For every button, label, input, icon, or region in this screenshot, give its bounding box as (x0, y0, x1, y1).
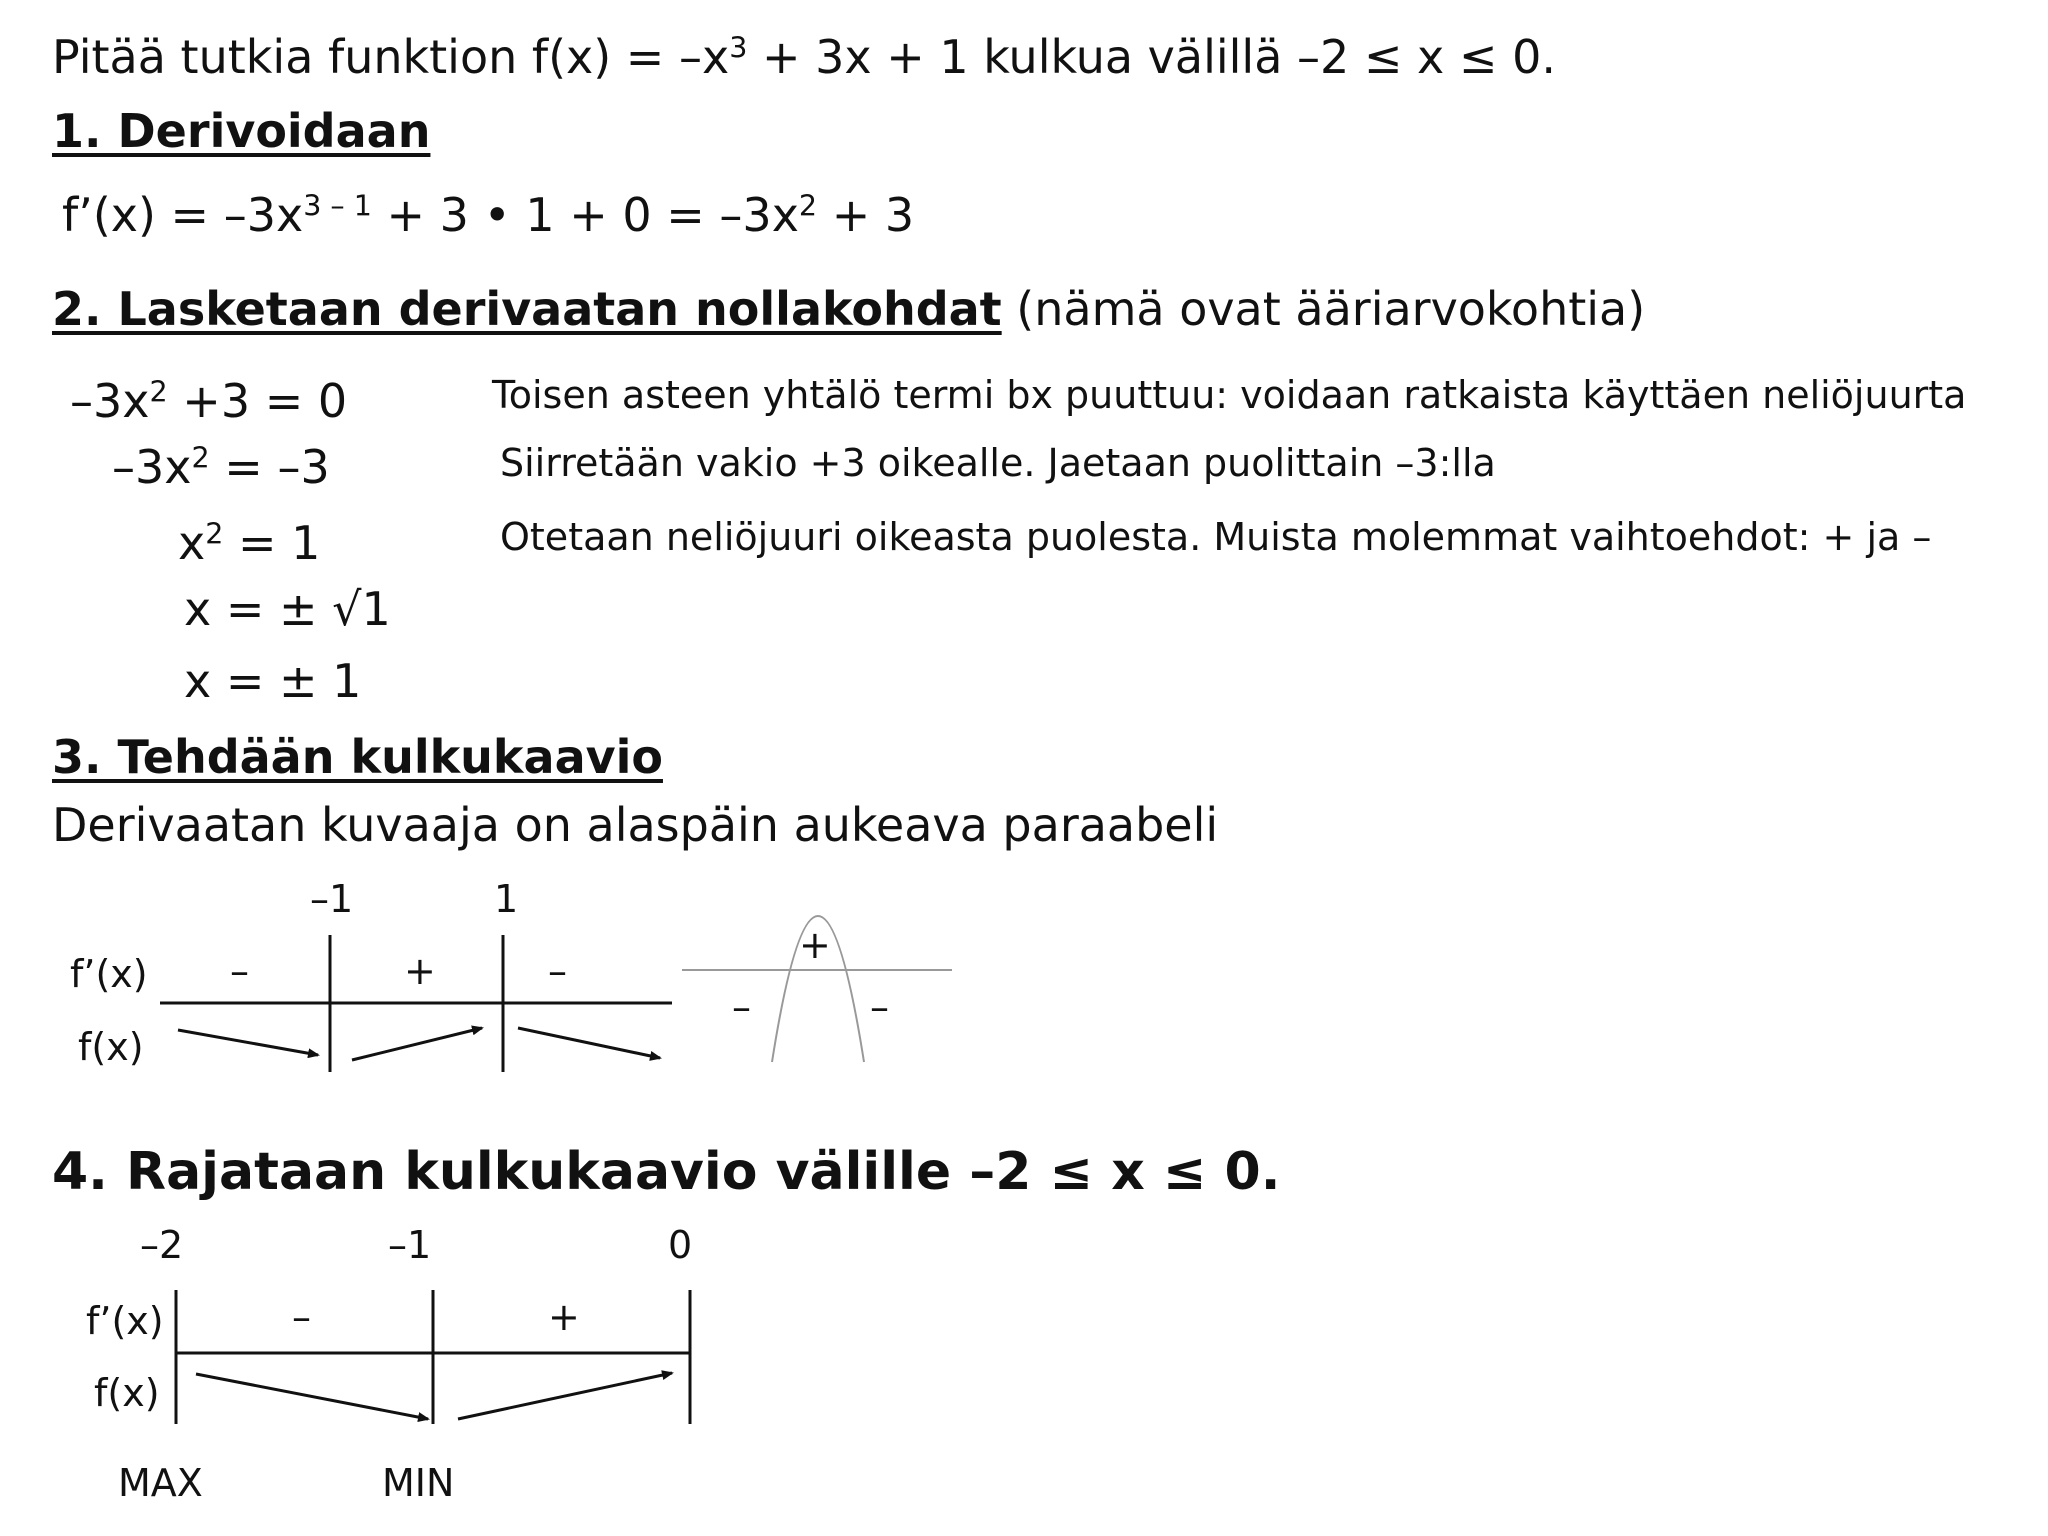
chart1-sign: – (548, 949, 567, 993)
parabola-sign-top: + (799, 923, 831, 967)
chart1-row-label-function: f(x) (78, 1025, 144, 1069)
intro-prefix: Pitää tutkia funktion f(x) = –x (52, 30, 730, 84)
step-text: –3x (112, 440, 192, 494)
chart1 (160, 935, 672, 1072)
chart2-sign: – (292, 1295, 311, 1339)
step-text: x (178, 516, 206, 570)
explanation-text: Otetaan neliöjuuri oikeasta puolesta. Muista molemmat vaihtoehdot: + ja – (500, 515, 1932, 559)
step-text: = 1 (223, 516, 321, 570)
parabola-curve (772, 916, 864, 1062)
chart1-arrow-decreasing (518, 1028, 660, 1058)
chart1-arrow-decreasing (178, 1030, 318, 1055)
chart2-extremum-label: MAX (118, 1461, 203, 1505)
derivative-part-a: f’(x) = –3x (62, 188, 304, 242)
chart1-point-label: 1 (494, 877, 519, 921)
section3-subtext: Derivaatan kuvaaja on alaspäin aukeava paraabeli (52, 798, 1219, 852)
chart1-arrow-increasing (352, 1028, 482, 1060)
section2-note: (nämä ovat ääriarvokohtia) (1001, 282, 1646, 336)
chart1-sign: – (230, 949, 249, 993)
chart2-point-label: –1 (388, 1223, 432, 1267)
chart2-arrow-increasing (458, 1373, 672, 1419)
chart2-point-label: –2 (140, 1223, 184, 1267)
chart2-extremum-label: MIN (382, 1461, 455, 1505)
derivative-exp-a: 3 – 1 (303, 189, 372, 223)
parabola-sign-left: – (732, 985, 751, 1029)
chart2 (176, 1290, 690, 1424)
chart2-row-label-derivative: f’(x) (86, 1299, 164, 1343)
step-exp: 2 (205, 517, 224, 551)
derivative-exp-b: 2 (798, 189, 818, 223)
step-text: x = ± 1 (184, 654, 362, 708)
section3-heading: 3. Tehdään kulkukaavio (52, 730, 663, 784)
section4-heading: 4. Rajataan kulkukaavio välille –2 ≤ x ≤ 0. (52, 1142, 1281, 1202)
parabola-sketch (682, 916, 952, 1062)
explanation-text: Siirretään vakio +3 oikealle. Jaetaan puolittain –3:lla (500, 441, 1496, 485)
chart1-point-label: –1 (310, 877, 354, 921)
chart2-sign: + (548, 1295, 580, 1339)
parabola-sign-right: – (870, 985, 889, 1029)
explanation-text: Toisen asteen yhtälö termi bx puuttuu: voidaan ratkaista käyttäen neliöjuurta (492, 373, 1967, 417)
chart2-arrow-decreasing (196, 1374, 428, 1419)
chart1-sign: + (404, 949, 436, 993)
step-text: –3x (70, 374, 150, 428)
section2-heading: 2. Lasketaan derivaatan nollakohdat (52, 282, 1002, 336)
intro-suffix: + 3x + 1 kulkua välillä –2 ≤ x ≤ 0. (747, 30, 1556, 84)
intro-exponent: 3 (729, 31, 748, 65)
step-text: +3 = 0 (167, 374, 348, 428)
chart1-row-label-derivative: f’(x) (70, 952, 148, 996)
step-exp: 2 (191, 441, 210, 475)
derivative-part-b: + 3 • 1 + 0 = –3x (371, 188, 799, 242)
step-text: = –3 (209, 440, 330, 494)
derivative-part-c: + 3 (817, 188, 915, 242)
section1-heading: 1. Derivoidaan (52, 104, 431, 158)
chart2-row-label-function: f(x) (94, 1371, 160, 1415)
chart2-point-label: 0 (668, 1223, 693, 1267)
step-exp: 2 (149, 375, 168, 409)
step-text: x = ± √1 (184, 582, 391, 636)
